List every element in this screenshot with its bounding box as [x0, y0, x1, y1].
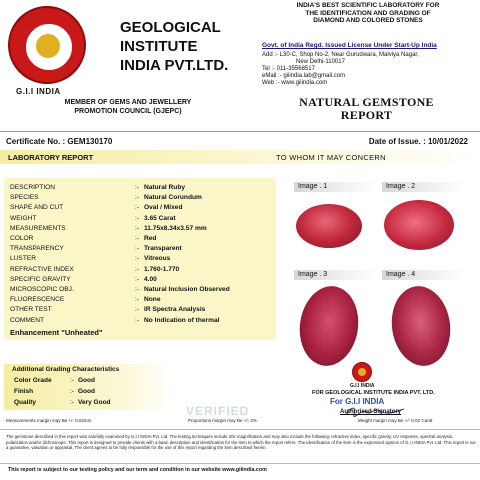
spec-value: 4.00	[144, 275, 157, 283]
stamp-text: For G.I.I INDIA	[330, 397, 385, 406]
image-label-3: Image . 3	[294, 270, 376, 280]
spec-row	[10, 254, 276, 264]
certificate-number: Certificate No. : GEM130170	[6, 137, 113, 146]
phone-text: Tel :- 011-35568517	[262, 66, 315, 72]
lab-tagline: INDIA'S BEST SCIENTIFIC LABORATORY FOR THE IDENTIFICATION AND GRADING OF DIAMOND AND COLORED STONES	[296, 2, 440, 24]
gem-photo-3	[295, 282, 364, 369]
spec-value: 1.760-1.770	[144, 265, 180, 273]
spec-value: No Indication of thermal	[144, 316, 220, 324]
spec-row	[10, 193, 276, 203]
spec-value: Oval / Mixed	[144, 204, 183, 212]
address-line: New Delhi-110017	[296, 59, 345, 65]
proportion-margin: Proportions margin may Be +/- 2%	[188, 418, 257, 423]
grading-value: Very Good	[78, 399, 111, 406]
spec-row	[10, 275, 276, 285]
enhancement-label: Enhancement	[10, 328, 60, 337]
spec-value: Red	[144, 235, 157, 242]
disclaimer-text: The gemstone described in this report was carefully examined by G.I.I INDIA Pvt. Ltd. The testing techniques include 20x magnification and may also include the following: refractive index, specific gravity, UV response, spectral analysis, polarization and/or dichroscope. This report is designed to provide clients with a basic description and identification for the item to which the report refers. The identification of the item is the expressed opinion of G.I.I INDIA Pvt. Ltd. This report is not a guarantee, valuation or appraisal. The client agrees to be fully responsible for the use of this report regarding the item described herein.	[6, 434, 476, 451]
spec-value: IR Spectra Analysis	[144, 306, 206, 314]
institute-seal-logo	[8, 6, 86, 84]
divider	[0, 429, 480, 430]
spec-value: None	[144, 296, 161, 304]
spec-value: Natural Inclusion Observed	[144, 286, 230, 293]
authorised-signatory: Authorised Signatory	[340, 409, 402, 415]
spec-colon: :-	[135, 286, 140, 293]
footer-note: This report is subject to our testing policy and our term and condition in our website www.giiindia.com	[8, 467, 267, 473]
verified-watermark: VERIFIED	[186, 404, 250, 418]
spec-row	[10, 285, 276, 295]
grading-colon: :-	[70, 388, 74, 395]
spec-row	[10, 305, 276, 315]
grading-row	[14, 387, 174, 397]
spec-key: COMMENT	[10, 316, 45, 324]
spec-row	[10, 244, 276, 254]
spec-colon: :-	[135, 265, 140, 273]
spec-value: 3.65 Carat	[144, 214, 176, 222]
website-link[interactable]: Web :- www.giiindia.com	[262, 80, 328, 86]
spec-key: MICROSCOPIC OBJ.	[10, 286, 74, 293]
gii-label: G.I.I INDIA	[16, 87, 61, 96]
spec-row	[10, 234, 276, 244]
spec-row	[10, 203, 276, 213]
license-text: Govt. of India Regd. Issued License Under Start-Up India	[262, 42, 437, 49]
grading-row	[14, 398, 174, 408]
spec-panel	[4, 178, 276, 340]
lab-report-label: LABORATORY REPORT	[8, 153, 94, 162]
spec-row	[10, 214, 276, 224]
grading-key: Color Grade	[14, 377, 52, 384]
membership-text: MEMBER OF GEMS AND JEWELLERY PROMOTION COUNCIL (GJEPC)	[64, 99, 192, 115]
spec-colon: :-	[135, 194, 140, 202]
signature-gii-label: G.I.I INDIA	[350, 383, 375, 389]
lab-report-bar	[0, 150, 480, 164]
gem-photo-4	[387, 282, 456, 369]
image-label-4: Image . 4	[382, 270, 464, 280]
spec-key: SPECIES	[10, 194, 39, 202]
spec-row	[10, 183, 276, 193]
spec-colon: :-	[135, 204, 140, 212]
spec-key: SPECIFIC GRAVITY	[10, 275, 71, 283]
grading-key: Quality	[14, 399, 37, 406]
contact-block	[262, 52, 477, 87]
company-name: GEOLOGICAL INSTITUTE INDIA PVT.LTD.	[120, 19, 229, 74]
spec-key: DESCRIPTION	[10, 184, 56, 191]
grading-colon: :-	[70, 377, 74, 384]
grading-key: Finish	[14, 388, 34, 395]
spec-value: Natural Ruby	[144, 184, 186, 191]
spec-colon: :-	[135, 214, 140, 222]
spec-key: COLOR	[10, 235, 34, 242]
gem-photo-1	[296, 204, 362, 248]
spec-row	[10, 295, 276, 305]
spec-key: REFRACTIVE INDEX	[10, 265, 74, 273]
weight-margin: Weight margin may Be +/- 0.02 Carat	[358, 418, 433, 423]
spec-colon: :-	[135, 316, 140, 324]
spec-colon: :-	[135, 255, 140, 263]
grading-value: Good	[78, 388, 95, 395]
signature-logo	[352, 362, 372, 382]
grading-title: Additional Grading Characteristics	[12, 366, 120, 373]
spec-key: WEIGHT	[10, 214, 37, 222]
certificate-row	[0, 134, 480, 148]
spec-key: OTHER TEST	[10, 306, 52, 314]
spec-key: TRANSPARENCY	[10, 245, 64, 253]
issue-date: Date of Issue. : 10/01/2022	[368, 137, 468, 146]
spec-key: MEASUREMENTS	[10, 224, 66, 232]
spec-colon: :-	[135, 184, 140, 191]
spec-row	[10, 265, 276, 275]
divider	[0, 131, 480, 132]
spec-key: FLUORESCENCE	[10, 296, 65, 304]
concern-label: TO WHOM IT MAY CONCERN	[276, 153, 386, 162]
report-header	[0, 0, 480, 128]
spec-value: Vitreous	[144, 255, 171, 263]
spec-colon: :-	[135, 306, 140, 314]
gem-photo-2	[384, 200, 454, 250]
grading-value: Good	[78, 377, 95, 384]
spec-colon: :-	[135, 235, 140, 242]
report-title: NATURAL GEMSTONE REPORT	[299, 95, 434, 122]
spec-key: LUSTER	[10, 255, 37, 263]
spec-key: SHAPE AND CUT	[10, 204, 64, 212]
spec-value: 11.75x8.34x3.57 mm	[144, 224, 207, 232]
spec-row	[10, 224, 276, 234]
enhancement-value: "Unheated"	[61, 328, 103, 337]
spec-colon: :-	[135, 224, 140, 232]
divider	[0, 463, 480, 464]
spec-colon: :-	[135, 296, 140, 304]
address-line: Add :- L30-C, Shop No-2, Near Gurudwara, Malviya Nagar,	[262, 52, 419, 58]
measurement-margin: Measurements margin may Be +/- 0.02mm	[6, 418, 92, 423]
spec-colon: :-	[135, 245, 140, 253]
spec-value: Transparent	[144, 245, 182, 253]
image-label-1: Image . 1	[294, 182, 376, 192]
image-label-2: Image . 2	[382, 182, 464, 192]
grading-row	[14, 376, 174, 386]
spec-row	[10, 316, 276, 326]
signature-company: FOR GEOLOGICAL INSTITUTE INDIA PVT. LTD.	[312, 390, 435, 396]
spec-value: Natural Corundum	[144, 194, 202, 202]
grading-colon: :-	[70, 399, 74, 406]
spec-colon: :-	[135, 275, 140, 283]
email-link[interactable]: eMail :- giiindia.lab@gmail.com	[262, 73, 346, 79]
enhancement-row	[10, 328, 103, 337]
